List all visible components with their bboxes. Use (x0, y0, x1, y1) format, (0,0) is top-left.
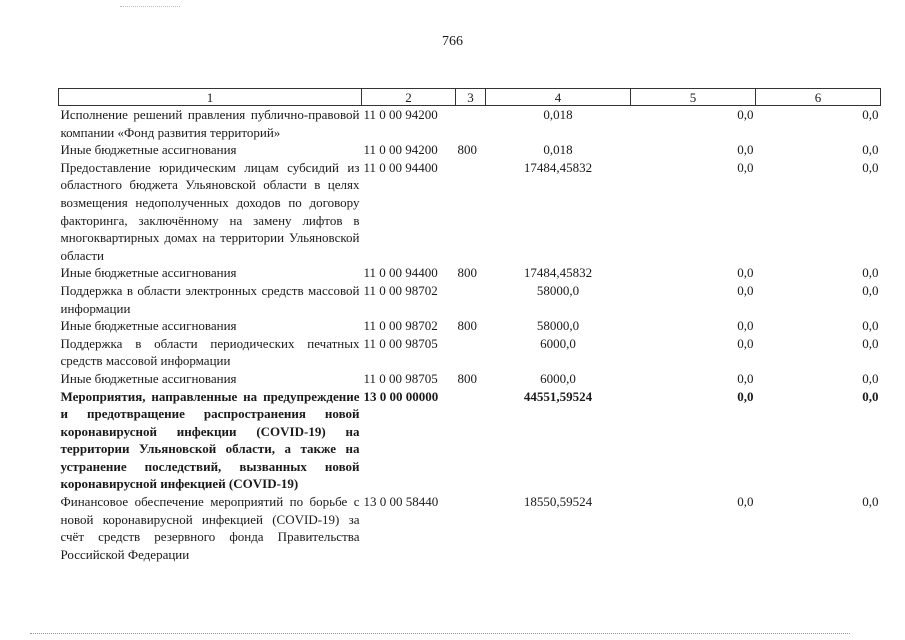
table-header-row (59, 89, 881, 106)
budget-table (58, 88, 881, 563)
header-col-5: 5 (631, 89, 756, 106)
row-value-5: 0,0 (737, 318, 754, 334)
row-name: Исполнение решений правления публично-правовой компании «Фонд развития территорий» (60, 107, 360, 140)
row-value-5: 0,0 (737, 265, 754, 281)
row-value-6: 0,0 (862, 388, 879, 404)
page-number: 766 (442, 34, 463, 49)
scan-artifact-top (120, 6, 180, 8)
table-row (59, 335, 881, 370)
table-row (59, 282, 881, 317)
table-row (59, 264, 881, 282)
row-code: 11 0 00 94200 (363, 107, 438, 122)
row-value-4: 18550,59524 (523, 494, 593, 510)
row-value-6: 0,0 (862, 494, 879, 510)
row-type: 800 (457, 318, 477, 334)
row-value-6: 0,0 (862, 265, 879, 281)
row-value-5: 0,0 (737, 159, 754, 175)
table-row (59, 493, 881, 563)
row-code: 11 0 00 94200 (363, 142, 438, 158)
row-value-4: 17484,45832 (523, 265, 593, 281)
row-code: 11 0 00 98702 (363, 318, 438, 334)
row-value-5: 0,0 (737, 142, 754, 158)
row-code: 11 0 00 94400 (363, 159, 438, 175)
row-type (456, 159, 486, 265)
table-row (59, 370, 881, 388)
header-col-2: 2 (362, 89, 456, 106)
scan-artifact-bottom (30, 631, 850, 634)
header-col-6: 6 (756, 89, 881, 106)
row-type: 800 (457, 370, 477, 386)
row-value-5: 0,0 (737, 107, 754, 122)
row-name: Предоставление юридическим лицам субсидий из областного бюджета Ульяновской области в целях возмещения недополученных доходов по договору факторинга, заключённому на замену лифтов в многоквартирных домах на территории Ульяновской области (60, 159, 360, 263)
row-type: 800 (457, 142, 477, 158)
row-type (456, 106, 486, 142)
row-type: 800 (457, 265, 477, 281)
row-value-6: 0,0 (862, 318, 879, 334)
row-name: Финансовое обеспечение мероприятий по борьбе с новой коронавирусной инфекцией (COVID-19) за счёт средств резервного фонда Правительства Российской Федерации (60, 494, 360, 562)
row-name: Иные бюджетные ассигнования (60, 265, 237, 281)
row-code: 13 0 00 00000 (363, 388, 439, 404)
row-code: 11 0 00 98702 (363, 282, 438, 298)
row-value-4: 6000,0 (540, 370, 576, 386)
row-name: Поддержка в области периодических печатных средств массовой информации (60, 335, 360, 369)
row-value-4: 58000,0 (536, 318, 580, 334)
table-row-bold (59, 388, 881, 494)
row-value-4: 17484,45832 (523, 159, 593, 175)
row-value-4: 44551,59524 (523, 388, 593, 404)
row-value-5: 0,0 (737, 282, 754, 298)
row-value-4: 0,018 (543, 142, 573, 158)
row-name: Поддержка в области электронных средств массовой информации (60, 282, 360, 316)
row-value-6: 0,0 (862, 335, 879, 351)
row-value-5: 0,0 (737, 335, 754, 351)
row-value-6: 0,0 (862, 159, 879, 175)
row-value-6: 0,0 (862, 107, 879, 122)
row-name: Иные бюджетные ассигнования (60, 142, 237, 158)
row-name: Иные бюджетные ассигнования (60, 370, 237, 386)
row-value-6: 0,0 (862, 370, 879, 386)
row-value-4: 0,018 (543, 107, 573, 122)
row-type (456, 388, 486, 494)
row-type (456, 335, 486, 370)
header-col-3: 3 (456, 89, 486, 106)
row-code: 11 0 00 98705 (363, 335, 438, 351)
row-name: Мероприятия, направленные на предупреждение и предотвращение распространения новой коронавирусной инфекции (COVID-19) на территории Ульяновской области, а также на устранение последствий, вызванных новой коронавирусной инфекцией (COVID-19) (60, 388, 360, 492)
table-row (59, 159, 881, 265)
row-value-6: 0,0 (862, 282, 879, 298)
row-value-4: 6000,0 (540, 335, 576, 351)
row-code: 13 0 00 58440 (363, 494, 439, 510)
table-row (59, 106, 881, 142)
row-value-6: 0,0 (862, 142, 879, 158)
header-col-1: 1 (59, 89, 362, 106)
row-value-5: 0,0 (737, 494, 754, 510)
table-row (59, 317, 881, 335)
row-code: 11 0 00 98705 (363, 370, 438, 386)
row-type (456, 493, 486, 563)
row-value-5: 0,0 (737, 370, 754, 386)
row-code: 11 0 00 94400 (363, 265, 438, 281)
row-value-5: 0,0 (737, 388, 754, 404)
row-value-4: 58000,0 (536, 282, 580, 298)
header-col-4: 4 (486, 89, 631, 106)
table-row (59, 141, 881, 159)
row-name: Иные бюджетные ассигнования (60, 318, 237, 334)
row-type (456, 282, 486, 317)
